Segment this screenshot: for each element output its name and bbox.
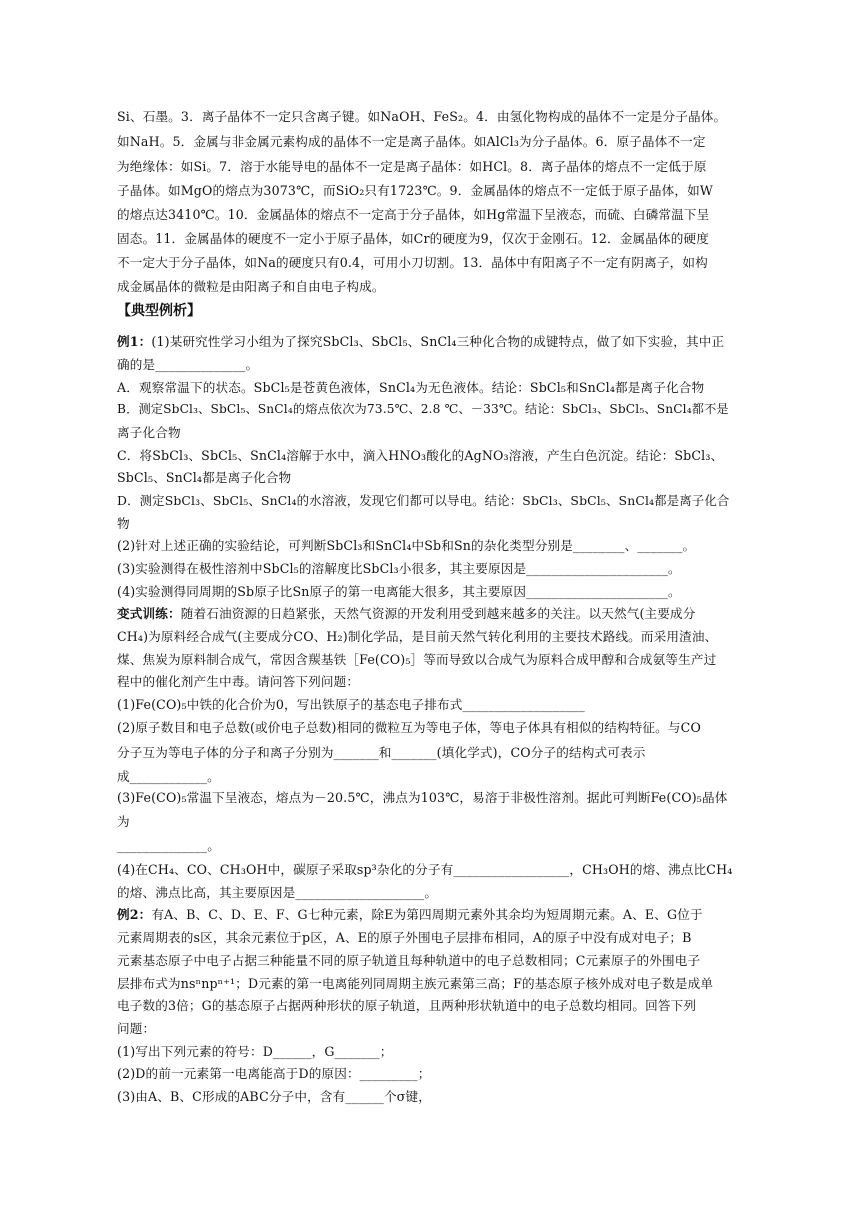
example1-line: C．将SbCl₃、SbCl₅、SnCl₄溶解于水中，滴入HNO₃酸化的AgNO₃溶液，产生白色沉淀。结论：SbCl₃、 bbox=[117, 448, 724, 463]
variant-line: 分子互为等电子体的分子和离子分别为_______和_______(填化学式)，CO分子的结构式可表示 bbox=[117, 745, 646, 760]
example1-line: (4)实验测得同周期的Sb原子比Sn原子的第一电离能大很多，其主要原因______________________。 bbox=[117, 584, 681, 599]
variant-line: 变式训练：随着石油资源的日趋紧张，天然气资源的开发利用受到越来越多的关注。以天然气(主要成分 bbox=[117, 606, 696, 621]
variant-line: (3)Fe(CO)₅常温下呈液态，熔点为－20.5℃，沸点为103℃，易溶于非极性溶剂。据此可判断Fe(CO)₅晶体 bbox=[117, 790, 728, 805]
variant-line: 煤、焦炭为原料制合成气，常因含羰基铁［Fe(CO)₅］等而导致以合成气为原料合成甲醇和合成氨等生产过 bbox=[117, 652, 717, 667]
example2-line: (3)由A、B、C形成的ABC分子中，含有______个σ键， bbox=[117, 1089, 431, 1104]
example2-line: (1)写出下列元素的符号：D______，G_______； bbox=[117, 1044, 393, 1059]
example2-line: 元素基态原子中电子占据三种能量不同的原子轨道且每种轨道中的电子总数相同；C元素原子的外围电子 bbox=[117, 953, 701, 968]
intro-line: 的熔点达3410℃。10．金属晶体的熔点不一定高于分子晶体，如Hg常温下呈液态，而硫、白磷常温下呈 bbox=[117, 207, 710, 222]
example1-line: A．观察常温下的状态。SbCl₅是苍黄色液体，SnCl₄为无色液体。结论：SbCl₅和SnCl₄都是离子化合物 bbox=[117, 380, 705, 395]
example1-line: 离子化合物 bbox=[117, 425, 181, 440]
example1-line: 例1：(1)某研究性学习小组为了探究SbCl₃、SbCl₅、SnCl₄三种化合物的成键特点，做了如下实验，其中正 bbox=[117, 334, 725, 349]
example1-line: 物 bbox=[117, 516, 130, 531]
example-label: 例2： bbox=[117, 907, 152, 922]
variant-line: 为 bbox=[117, 814, 130, 829]
example2-line: 层排布式为nsⁿnpⁿ⁺¹；D元素的第一电离能列同周期主族元素第三高；F的基态原子核外成对电子数是成单 bbox=[117, 976, 714, 991]
example1-line: B．测定SbCl₃、SbCl₅、SnCl₄的熔点依次为73.5℃、2.8 ℃、－33℃。结论：SbCl₃、SbCl₅、SnCl₄都不是 bbox=[117, 402, 729, 416]
intro-line: Si、石墨。3．离子晶体不一定只含离子键。如NaOH、FeS₂。4．由氢化物构成的晶体不一定是分子晶体。 bbox=[117, 109, 727, 124]
intro-line: 成金属晶体的微粒是由阳离子和自由电子构成。 bbox=[117, 279, 385, 294]
intro-line: 如NaH。5．金属与非金属元素构成的晶体不一定是离子晶体。如AlCl₃为分子晶体。6．原子晶体不一定 bbox=[117, 134, 706, 149]
example2-line: 例2：有A、B、C、D、E、F、G七种元素，除E为第四周期元素外其余均为短周期元素。A、E、G位于 bbox=[117, 907, 703, 922]
example1-line: D．测定SbCl₃、SbCl₅、SnCl₄的水溶液，发现它们都可以导电。结论：SbCl₃、SbCl₅、SnCl₄都是离子化合 bbox=[117, 493, 730, 508]
variant-label: 变式训练： bbox=[117, 606, 181, 621]
intro-line: 为绝缘体：如Si。7．溶于水能导电的晶体不一定是离子晶体：如HCl。8．离子晶体的熔点不一定低于原 bbox=[117, 159, 707, 174]
example1-line: 确的是______________。 bbox=[117, 357, 259, 372]
example-label: 例1： bbox=[117, 334, 152, 349]
variant-line: 的熔、沸点比高，其主要原因是____________________。 bbox=[117, 885, 438, 900]
example2-line: 问题： bbox=[117, 1021, 156, 1036]
variant-line: (2)原子数目和电子总数(或价电子总数)相同的微粒互为等电子体，等电子体具有相似的结构特征。与CO bbox=[117, 720, 701, 735]
variant-line: 程中的催化剂产生中毒。请问答下列问题： bbox=[117, 674, 360, 689]
variant-line: CH₄)为原料经合成气(主要成分CO、H₂)制化学品，是目前天然气转化利用的主要技术路线。而采用渣油、 bbox=[117, 629, 718, 644]
intro-line: 不一定大于分子晶体，如Na的硬度只有0.4，可用小刀切割。13．晶体中有阳离子不一定有阴离子，如构 bbox=[117, 255, 708, 270]
example2-line: (2)D的前一元素第一电离能高于D的原因：_________； bbox=[117, 1066, 431, 1081]
intro-line: 子晶体。如MgO的熔点为3073℃，而SiO₂只有1723℃。9．金属晶体的熔点不一定低于原子晶体，如W bbox=[117, 183, 713, 198]
variant-line: (1)Fe(CO)₅中铁的化合价为0，写出铁原子的基态电子排布式___________________ bbox=[117, 697, 585, 712]
example1-line: SbCl₅、SnCl₄都是离子化合物 bbox=[117, 470, 292, 485]
example2-line: 电子数的3倍；G的基态原子占据两种形状的原子轨道，且两种形状轨道中的电子总数均相同。回答下列 bbox=[117, 998, 697, 1013]
variant-line: (4)在CH₄、CO、CH₃OH中，碳原子采取sp³杂化的分子有__________________，CH₃OH的熔、沸点比CH₄ bbox=[117, 862, 733, 877]
variant-line: 成____________。 bbox=[117, 769, 220, 784]
example1-line: (2)针对上述正确的实验结论，可判断SbCl₃和SnCl₄中Sb和Sn的杂化类型分别是________、_______。 bbox=[117, 538, 696, 553]
section-title: 【典型例析】 bbox=[117, 303, 201, 319]
example2-line: 元素周期表的s区，其余元素位于p区，A、E的原子外围电子层排布相同，A的原子中没有成对电子；B bbox=[117, 930, 692, 945]
example1-line: (3)实验测得在极性溶剂中SbCl₅的溶解度比SbCl₃小很多，其主要原因是______________________。 bbox=[117, 561, 681, 576]
intro-line: 固态。11．金属晶体的硬度不一定小于原子晶体，如Cr的硬度为9，仅次于金刚石。12．金属晶体的硬度 bbox=[117, 231, 710, 246]
variant-line: ______________。 bbox=[117, 838, 220, 853]
